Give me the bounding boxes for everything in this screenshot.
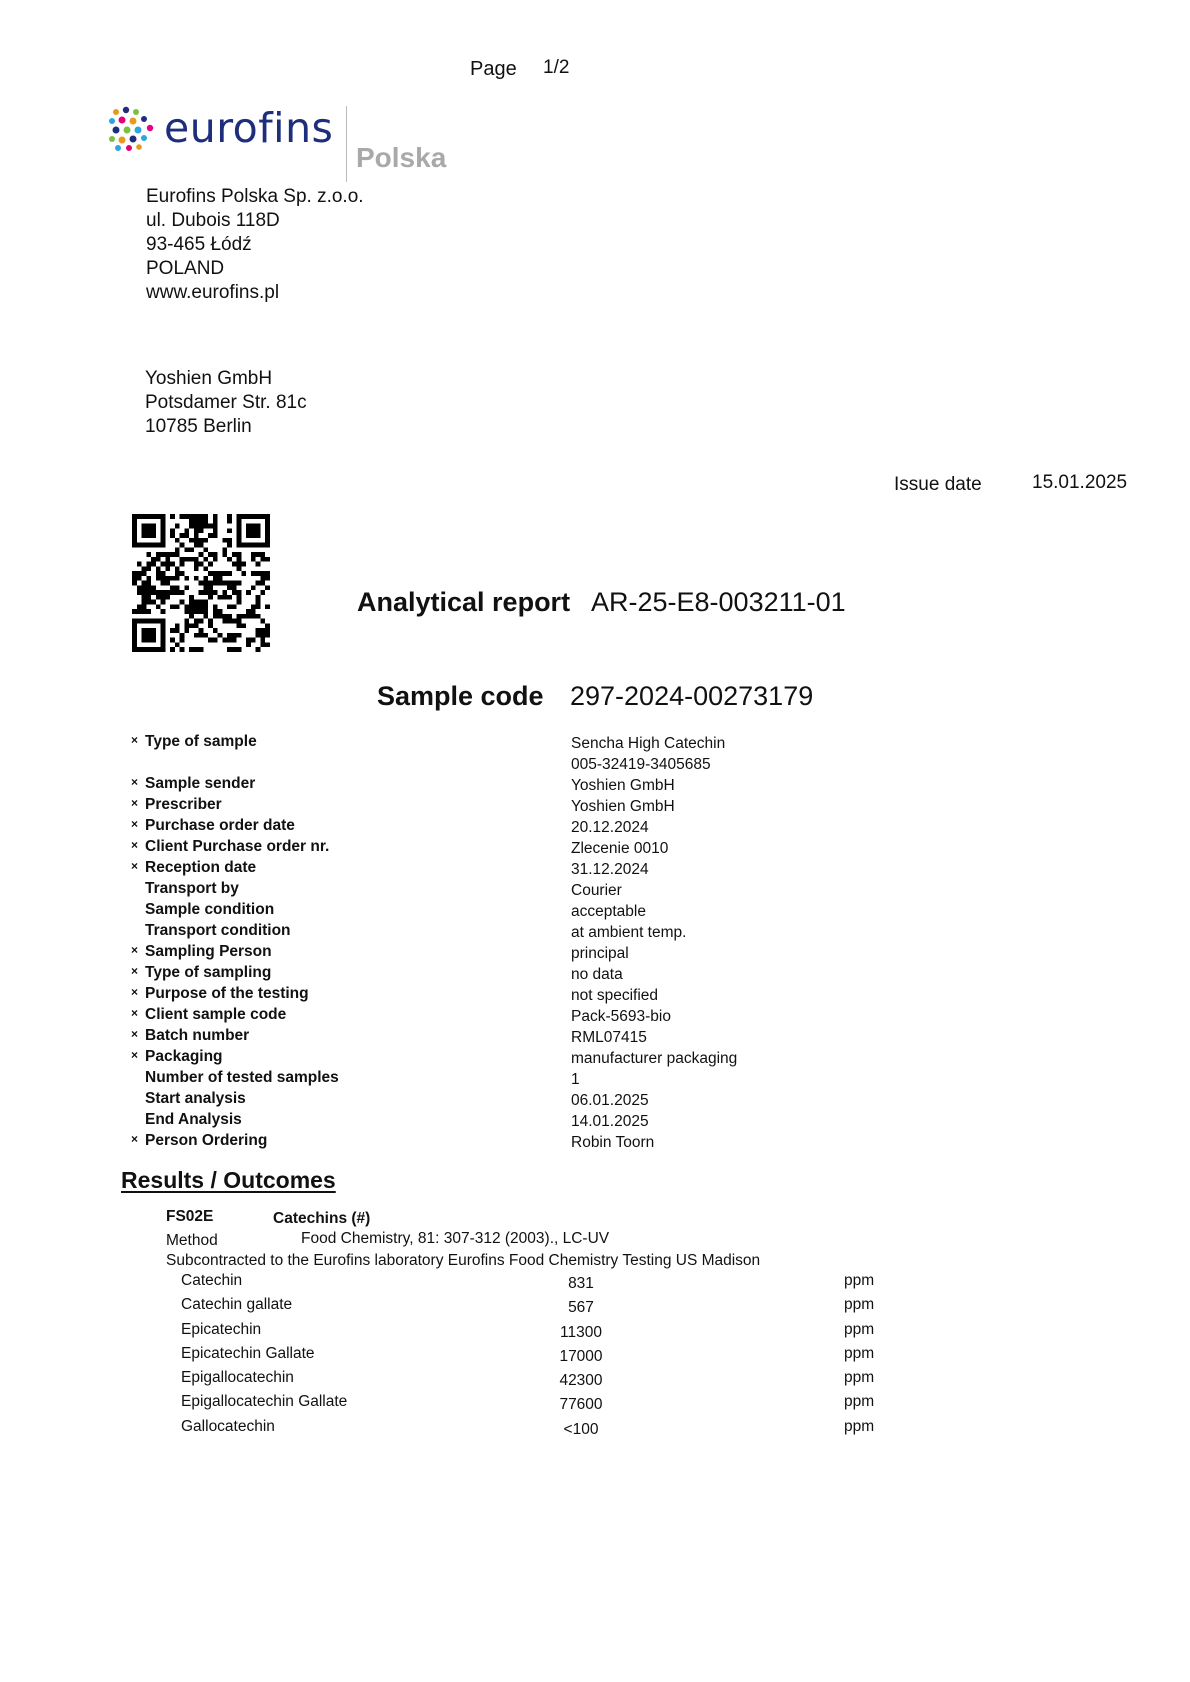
- detail-value: [571, 1048, 737, 1069]
- detail-row: [131, 901, 1031, 922]
- accreditation-mark: ×: [131, 817, 139, 831]
- detail-label: Reception date: [145, 859, 257, 876]
- detail-row: [131, 733, 1031, 775]
- results-table: [181, 1272, 901, 1442]
- accreditation-mark: ×: [131, 943, 139, 957]
- accreditation-mark: ×: [131, 985, 139, 999]
- customer-address-line: Potsdamer Str. 81c: [145, 392, 307, 413]
- analyte-name: Epicatechin: [181, 1320, 262, 1338]
- logo-country: Polska: [356, 142, 447, 173]
- accreditation-mark: ×: [131, 859, 139, 873]
- test-name: Catechins (#): [273, 1210, 371, 1227]
- analyte-unit: ppm: [844, 1296, 875, 1314]
- result-row: [181, 1321, 901, 1345]
- detail-value-line: 31.12.2024: [571, 861, 649, 878]
- analyte-value-text: 831: [568, 1275, 594, 1292]
- analyte-value-text: 11300: [560, 1323, 602, 1341]
- analyte-unit: ppm: [844, 1344, 875, 1362]
- result-row: [181, 1418, 901, 1442]
- lab-address-line: POLAND: [146, 258, 225, 279]
- analyte-name: Catechin gallate: [181, 1296, 293, 1314]
- analyte-unit: ppm: [844, 1393, 875, 1411]
- result-row: [181, 1296, 901, 1320]
- detail-row: [131, 817, 1031, 838]
- detail-label: Purpose of the testing: [145, 985, 309, 1002]
- analyte-value-text: 42300: [559, 1372, 603, 1390]
- detail-label: Client Purchase order nr.: [145, 838, 330, 855]
- analyte-value-text: 77600: [559, 1396, 603, 1414]
- detail-row: [131, 838, 1031, 859]
- lab-address-line: Eurofins Polska Sp. z.o.o.: [146, 186, 364, 207]
- accreditation-mark: ×: [131, 838, 139, 852]
- result-row: [181, 1272, 901, 1296]
- detail-row: [131, 943, 1031, 964]
- analyte-name: Epigallocatechin: [181, 1369, 294, 1387]
- eurofins-dots-icon: [108, 106, 158, 152]
- detail-value: [571, 1090, 649, 1111]
- detail-value: [571, 901, 646, 922]
- logo-divider: [346, 106, 347, 182]
- detail-row: [131, 880, 1031, 901]
- detail-value-line: Pack-5693-bio: [571, 1008, 671, 1025]
- eurofins-logo: [108, 104, 458, 184]
- detail-value: [571, 922, 686, 943]
- detail-value-line: Yoshien GmbH: [571, 777, 675, 794]
- page-number: 1/2: [543, 57, 570, 78]
- accreditation-mark: ×: [131, 796, 139, 810]
- detail-value-line: Robin Toorn: [571, 1134, 655, 1151]
- method-value: Food Chemistry, 81: 307-312 (2003)., LC-UV: [301, 1230, 610, 1247]
- sample-details-table: [131, 733, 1031, 1153]
- detail-value-line: 14.01.2025: [571, 1113, 649, 1130]
- detail-label: Type of sample: [145, 733, 257, 750]
- detail-row: [131, 1069, 1031, 1090]
- analyte-unit: ppm: [844, 1320, 875, 1338]
- detail-row: [131, 1048, 1031, 1069]
- accreditation-mark: ×: [131, 964, 139, 978]
- detail-label: Transport by: [145, 880, 239, 897]
- detail-row: [131, 1090, 1031, 1111]
- results-title: Results / Outcomes: [121, 1167, 336, 1193]
- detail-row: [131, 985, 1031, 1006]
- detail-row: [131, 922, 1031, 943]
- lab-address-line: ul. Dubois 118D: [146, 210, 280, 231]
- result-row: [181, 1393, 901, 1417]
- detail-value: [571, 1132, 654, 1153]
- detail-row: [131, 1111, 1031, 1132]
- detail-value: [571, 817, 649, 838]
- analyte-name: Gallocatechin: [181, 1417, 275, 1435]
- analyte-unit: ppm: [844, 1417, 875, 1435]
- detail-value-line: Zlecenie 0010: [571, 840, 669, 857]
- detail-row: [131, 796, 1031, 817]
- detail-value: [571, 1111, 649, 1132]
- detail-value: [571, 943, 629, 964]
- report-id: AR-25-E8-003211-01: [591, 587, 846, 617]
- logo-wordmark: eurofins: [164, 104, 334, 152]
- detail-value: [571, 985, 658, 1006]
- analyte-name: Catechin: [181, 1272, 243, 1289]
- sample-code-value: 297-2024-00273179: [570, 681, 814, 711]
- detail-value: [571, 775, 675, 796]
- report-title: Analytical report: [357, 587, 571, 617]
- detail-value: [571, 838, 668, 859]
- detail-value-line: acceptable: [571, 903, 646, 920]
- detail-value: [571, 859, 649, 880]
- detail-label: Sampling Person: [145, 943, 272, 960]
- accreditation-mark: ×: [131, 775, 139, 789]
- detail-row: [131, 859, 1031, 880]
- detail-value: [571, 964, 623, 985]
- analyte-unit: ppm: [844, 1272, 875, 1289]
- detail-value: [571, 1027, 647, 1048]
- detail-value-line: at ambient temp.: [571, 924, 687, 941]
- detail-value-line: manufacturer packaging: [571, 1050, 738, 1067]
- analyte-name: Epicatechin Gallate: [181, 1344, 315, 1362]
- accreditation-mark: ×: [131, 1027, 139, 1041]
- detail-value: [571, 1006, 671, 1027]
- test-code: FS02E: [166, 1208, 214, 1225]
- analyte-unit: ppm: [844, 1369, 875, 1387]
- analyte-value-text: <100: [563, 1420, 599, 1438]
- detail-label: Type of sampling: [145, 964, 272, 981]
- detail-value: [571, 796, 675, 817]
- page-label: Page: [470, 58, 517, 80]
- detail-label: Purchase order date: [145, 817, 295, 834]
- detail-label: Batch number: [145, 1027, 250, 1044]
- accreditation-mark: ×: [131, 733, 139, 747]
- detail-value-line: RML07415: [571, 1029, 647, 1046]
- detail-value-line: 005-32419-3405685: [571, 756, 711, 773]
- analyte-value-text: 567: [568, 1299, 594, 1317]
- detail-row: [131, 1006, 1031, 1027]
- detail-value: [571, 880, 622, 901]
- result-row: [181, 1345, 901, 1369]
- customer-address-line: 10785 Berlin: [145, 416, 252, 437]
- issue-date-label: Issue date: [894, 474, 982, 495]
- detail-row: [131, 1027, 1031, 1048]
- detail-value-line: 20.12.2024: [571, 819, 649, 836]
- detail-value-line: principal: [571, 945, 629, 962]
- detail-label: Sample condition: [145, 901, 275, 918]
- detail-value: [571, 733, 725, 775]
- customer-address-line: Yoshien GmbH: [145, 368, 273, 389]
- detail-value-line: Courier: [571, 882, 622, 899]
- lab-address-link[interactable]: www.eurofins.pl: [146, 282, 280, 303]
- accreditation-mark: ×: [131, 1048, 139, 1062]
- qr-code: [132, 514, 270, 652]
- method-label: Method: [166, 1232, 218, 1249]
- detail-label: End Analysis: [145, 1111, 242, 1128]
- result-row: [181, 1369, 901, 1393]
- detail-value: [571, 1069, 580, 1090]
- analyte-value-text: 17000: [559, 1347, 603, 1365]
- analyte-name: Epigallocatechin Gallate: [181, 1393, 348, 1411]
- detail-label: Person Ordering: [145, 1132, 268, 1149]
- detail-value-line: not specified: [571, 987, 659, 1004]
- sample-code-title: Sample code: [377, 681, 544, 711]
- detail-row: [131, 775, 1031, 796]
- detail-label: Start analysis: [145, 1090, 246, 1107]
- issue-date-value: 15.01.2025: [1032, 472, 1128, 493]
- accreditation-mark: ×: [131, 1132, 139, 1146]
- detail-label: Client sample code: [145, 1006, 287, 1023]
- detail-label: Number of tested samples: [145, 1069, 339, 1086]
- detail-value-line: 1: [571, 1071, 580, 1088]
- detail-value-line: no data: [571, 966, 623, 983]
- detail-row: [131, 1132, 1031, 1153]
- lab-address-line: 93-465 Łódź: [146, 234, 252, 255]
- subcontract-note: Subcontracted to the Eurofins laboratory Eurofins Food Chemistry Testing US Madison: [166, 1252, 761, 1269]
- detail-label: Transport condition: [145, 922, 291, 939]
- accreditation-mark: ×: [131, 1006, 139, 1020]
- detail-label: Packaging: [145, 1048, 223, 1065]
- detail-value-line: 06.01.2025: [571, 1092, 649, 1109]
- detail-value-line: Yoshien GmbH: [571, 798, 675, 815]
- detail-label: Sample sender: [145, 775, 256, 792]
- detail-row: [131, 964, 1031, 985]
- detail-value-line: Sencha High Catechin: [571, 735, 726, 752]
- detail-label: Prescriber: [145, 796, 222, 813]
